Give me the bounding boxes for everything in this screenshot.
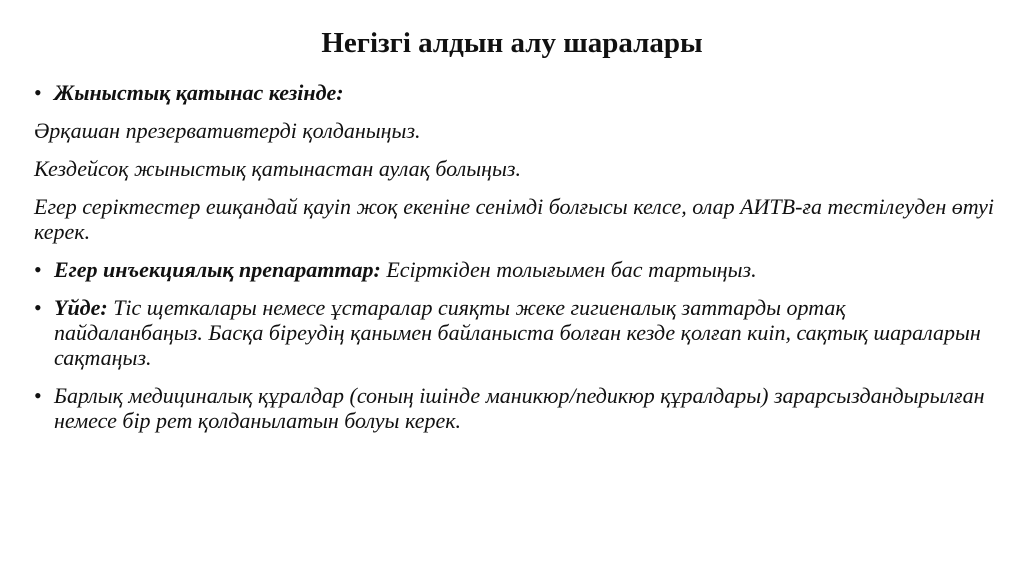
bullet-text: Тіс щеткалары немесе ұстаралар сияқты жеке гигиеналық заттарды ортақ пайдаланбаңыз. Басқа біреудің қанымен байланыста болған кезде қолғап киіп, сақтық шараларын сақтаңыз. [54, 295, 981, 370]
bullet-text: Есірткіден толығымен бас тартыңыз. [380, 257, 757, 282]
bullet-glyph: • [34, 383, 42, 408]
bullet-item-injection [34, 257, 994, 282]
bullet-item-sexual-contact [34, 80, 994, 105]
paragraph-avoid-casual: Кездейсоқ жыныстық қатынастан аулақ болыңыз. [34, 156, 521, 181]
slide-content [34, 80, 994, 446]
bullet-glyph: • [34, 80, 42, 105]
paragraph-condoms: Әрқашан презервативтерді қолданыңыз. [34, 118, 421, 143]
paragraph-hiv-testing: Егер серіктестер ешқандай қауіп жоқ екеніне сенімді болғысы келсе, олар АИТВ-ға тестілеуден өтуі керек. [34, 194, 995, 244]
bullet-item-medical-tools [34, 383, 994, 433]
bullet-heading: Жыныстық қатынас кезінде: [54, 80, 344, 105]
bullet-glyph: • [34, 257, 42, 282]
bullet-heading: Үйде: [54, 295, 108, 320]
bullet-glyph: • [34, 295, 42, 320]
slide-title: Негізгі алдын алу шаралары [321, 27, 703, 59]
bullet-text: Барлық медициналық құралдар (соның ішінде маникюр/педикюр құралдары) зарарсыздандырылған немесе бір рет қолданылатын болуы керек. [54, 383, 985, 433]
bullet-heading: Егер инъекциялық препараттар: [54, 257, 381, 282]
bullet-item-home [34, 295, 994, 370]
